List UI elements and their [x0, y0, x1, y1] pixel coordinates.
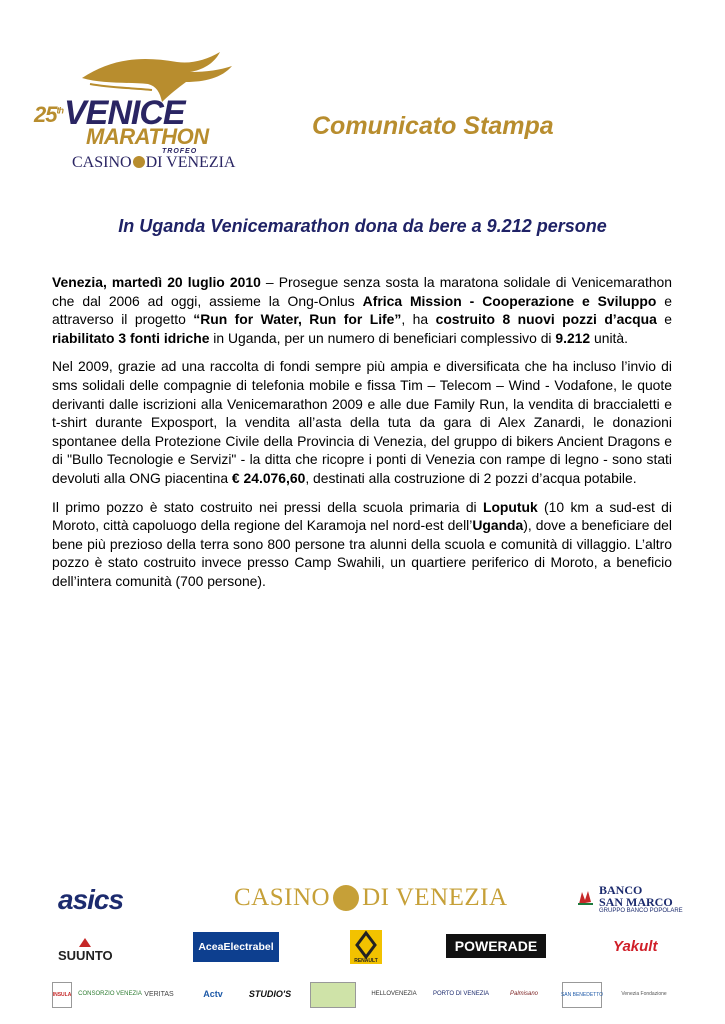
- casino-di-venezia-logo: CASINO DI VENEZIA: [234, 884, 508, 911]
- sponsor-actv-logo: Actv: [203, 989, 223, 999]
- renault-diamond-icon: [350, 930, 382, 964]
- sponsor-insula-logo: INSULA: [52, 982, 72, 1008]
- suunto-triangle-icon: [79, 938, 91, 947]
- banco-san-marco-logo: BANCO SAN MARCO GRUPPO BANCO POPOLARE: [577, 884, 683, 914]
- sponsor-green-logo: [310, 982, 356, 1008]
- logo-marathon-text: MARATHON: [86, 124, 209, 149]
- paragraph-1: Venezia, martedì 20 luglio 2010 – Prosegue senza sosta la maratona solidale di Venicemarathon che dal 2006 ad oggi, assieme la Ong-Onlus Africa Mission - Cooperazione e Sviluppo e attraverso il progetto “Run for Water, Run for Life”, ha costruito 8 nuovi pozzi d’acqua e riabilitato 3 fonti idriche in Uganda, per un numero di beneficiari complessivo di 9.212 unità.: [52, 274, 673, 346]
- svg-text:RENAULT: RENAULT: [354, 958, 378, 964]
- paragraph-2: Nel 2009, grazie ad una raccolta di fondi sempre più ampia e diversificata che ha incluso l’invio di sms solidali delle compagnie di telefonia mobile e fissa Tim – Telecom – Wind - Vodafone, le quote derivanti dalle iscrizioni alla Venicemarathon 2009 e alle due Family Run, la vendita di braccialetti e t-shirt durante Exposport, la vendita all’asta della tuta da gara di Alex Zanardi, le donazioni spontanee della Protezione Civile della Provincia di Venezia, del gruppo di bikers Ancient Dragons e di "Bullo Tecnologie e Servizi" - la ditta che ricopre i ponti di Venezia con rampe di legno - sono stati devoluti alla ONG piacentina € 24.076,60, destinati alla costruzione di 2 pozzi d’acqua potabile.: [52, 358, 672, 486]
- sponsor-consorzio-logo: CONSORZIO VENEZIA: [78, 991, 142, 997]
- yakult-logo: Yakult: [613, 938, 658, 955]
- banco-lion-icon: [577, 888, 595, 906]
- renault-logo: [350, 930, 382, 964]
- sponsor-fondazione-logo: Venezia Fondazione: [621, 991, 667, 997]
- article-body: [52, 273, 672, 601]
- sponsor-porto-venezia-logo: PORTO DI VENEZIA: [432, 991, 490, 997]
- logo-venice-text: VENICE: [64, 94, 185, 132]
- paragraph-3: Il primo pozzo è stato costruito nei pressi della scuola primaria di Loputuk (10 km a sud-est di Moroto, città capoluogo della regione del Karamoja nel nord-est dell’Uganda), dove a beneficiare del bene più prezioso della terra sono 800 persone tra alunni della scuola e comunità di villaggio. L’altro pozzo è stato costruito invece presso Camp Swahili, un quartiere periferico di Moroto, a beneficio dell’intera comunità (700 persone).: [52, 498, 672, 589]
- logo-anniversary-number: 25th: [34, 102, 63, 127]
- sponsor-palmisano-logo: Palmisano: [509, 991, 538, 997]
- powerade-logo: POWERADE: [446, 934, 546, 958]
- document-type-title: Comunicato Stampa: [312, 112, 554, 140]
- sponsor-hellovenezia-logo: HELLOVENEZIA: [371, 991, 417, 997]
- logo-casino-text: CASINO DI VENEZIA: [72, 154, 236, 171]
- acea-electrabel-logo: AceaElectrabel: [193, 932, 279, 962]
- sponsor-san-benedetto-logo: SAN BENEDETTO: [562, 982, 602, 1008]
- casino-lion-icon: [133, 156, 145, 168]
- suunto-logo: SUUNTO: [58, 938, 113, 963]
- sponsor-studios-logo: STUDIO'S: [248, 989, 292, 999]
- venice-marathon-logo: [34, 48, 234, 176]
- logo-trophy-label: TROFEO: [162, 148, 198, 155]
- casino-lion-icon: [333, 885, 359, 911]
- sponsor-veritas-logo: VERITAS: [144, 990, 174, 998]
- headline: In Uganda Venicemarathon dona da bere a 9.212 persone: [118, 216, 607, 236]
- asics-logo: asics: [58, 884, 124, 915]
